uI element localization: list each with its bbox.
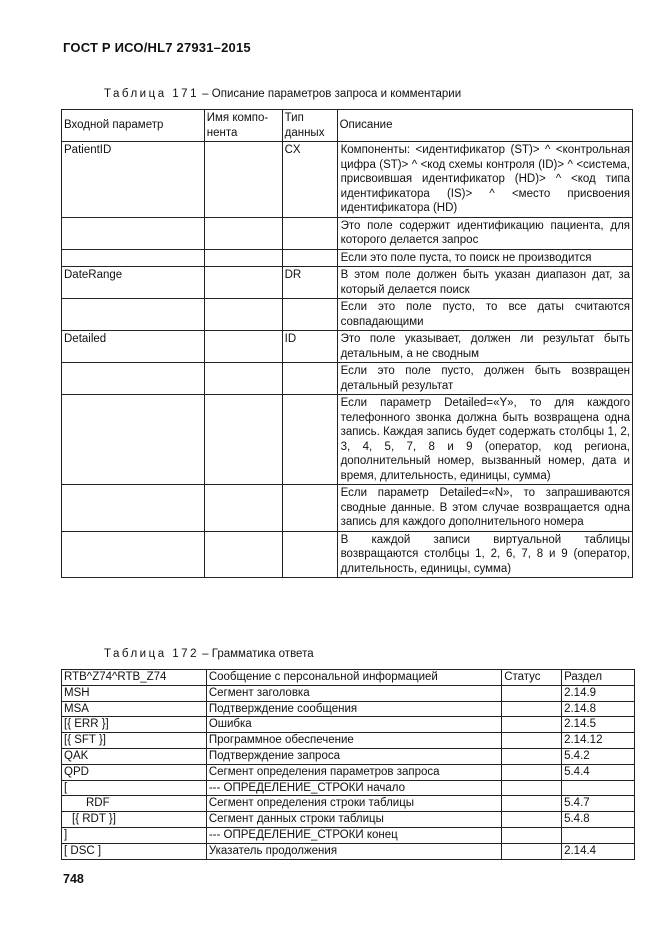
table-172-status-cell <box>502 764 562 780</box>
table-172-section-cell <box>562 780 635 796</box>
table-172-status-cell <box>502 812 562 828</box>
table-171-type-cell <box>282 485 337 532</box>
table-171-type-cell <box>282 299 337 331</box>
table-172-row <box>62 843 635 859</box>
table-171-row <box>62 299 633 331</box>
table-171-desc-cell: Если это поле пусто, должен быть возвращен детальный результат <box>337 363 632 395</box>
table-172-header-row <box>62 670 635 686</box>
table-172-msg-cell: Указатель продолжения <box>206 843 501 859</box>
table-172-section-cell <box>562 827 635 843</box>
table-171-type-cell <box>282 363 337 395</box>
table-171-row <box>62 249 633 267</box>
table-172-seg-cell: QAK <box>62 748 207 764</box>
table-171 <box>61 109 633 578</box>
table-172-seg-cell: [{ SFT }] <box>62 733 207 749</box>
table-171-header-cell: Тип данных <box>282 110 337 142</box>
table-172-status-cell <box>502 748 562 764</box>
table-171-row <box>62 142 633 218</box>
table-172-seg-cell: [{ ERR }] <box>62 717 207 733</box>
table-172-row <box>62 827 635 843</box>
table-172-section-cell: 2.14.4 <box>562 843 635 859</box>
table-172-row <box>62 717 635 733</box>
table-171-desc-cell: Это поле указывает, должен ли результат быть детальным, а не сводным <box>337 331 632 363</box>
table-172-status-cell <box>502 827 562 843</box>
table-171-header-cell: Описание <box>337 110 632 142</box>
table-172-status-cell <box>502 843 562 859</box>
table-172-row <box>62 812 635 828</box>
table-171-desc-cell: Компоненты: <идентификатор (ST)> ^ <контрольная цифра (ST)> ^ <код схемы контроля (ID)> ^ <система, присвоившая идентификатор (HD)> ^ <код типа идентификатора (IS)> ^ <место присвоения идентификатора (HD) <box>337 142 632 218</box>
table-172-msg-cell: --- ОПРЕДЕЛЕНИЕ_СТРОКИ конец <box>206 827 501 843</box>
table-171-component-cell <box>204 531 282 578</box>
table-172-status-cell <box>502 780 562 796</box>
table-171-header-cell: Входной параметр <box>62 110 205 142</box>
table-172-status-cell <box>502 733 562 749</box>
table-171-type-cell <box>282 249 337 267</box>
table-172-header-cell: Раздел <box>562 670 635 686</box>
table-172-label: Таблица 172 <box>104 648 199 660</box>
table-171-desc-cell: Если это поле пуста, то поиск не производится <box>337 249 632 267</box>
table-171-component-cell <box>204 331 282 363</box>
table-172-row <box>62 796 635 812</box>
table-171-row <box>62 395 633 485</box>
table-172-seg-cell: ] <box>62 827 207 843</box>
table-171-desc-cell: В этом поле должен быть указан диапазон дат, за который делается поиск <box>337 267 632 299</box>
table-171-component-cell <box>204 249 282 267</box>
table-171-type-cell: ID <box>282 331 337 363</box>
table-171-desc-cell: Если параметр Detailed=«N», то запрашиваются сводные данные. В этом случае возвращается одна запись для каждого дополнительного номера <box>337 485 632 532</box>
page-number: 748 <box>63 872 84 886</box>
table-172-seg-cell: MSA <box>62 701 207 717</box>
table-171-param-cell <box>62 363 205 395</box>
table-172-row <box>62 733 635 749</box>
table-171-param-cell <box>62 531 205 578</box>
table-171-desc-cell: Если это поле пусто, то все даты считаются совпадающими <box>337 299 632 331</box>
table-171-type-cell: CX <box>282 142 337 218</box>
table-172-section-cell: 2.14.12 <box>562 733 635 749</box>
table-172-section-cell: 2.14.5 <box>562 717 635 733</box>
table-171-desc-cell: Это поле содержит идентификацию пациента, для которого делается запрос <box>337 217 632 249</box>
table-172-seg-cell: MSH <box>62 685 207 701</box>
table-171-param-cell <box>62 395 205 485</box>
table-172-section-cell: 5.4.7 <box>562 796 635 812</box>
table-171-component-cell <box>204 299 282 331</box>
table-172-status-cell <box>502 796 562 812</box>
table-172 <box>61 669 635 860</box>
table-172-section-cell: 2.14.8 <box>562 701 635 717</box>
table-172-seg-cell: [{ RDT }] <box>62 812 207 828</box>
table-171-component-cell <box>204 217 282 249</box>
table-172-section-cell: 5.4.4 <box>562 764 635 780</box>
table-171-param-cell <box>62 299 205 331</box>
table-172-section-cell: 2.14.9 <box>562 685 635 701</box>
table-172-msg-cell: Сегмент определения параметров запроса <box>206 764 501 780</box>
table-171-component-cell <box>204 395 282 485</box>
table-171-type-cell <box>282 217 337 249</box>
table-171-row <box>62 217 633 249</box>
table-172-row <box>62 701 635 717</box>
table-171-type-cell <box>282 531 337 578</box>
table-172-msg-cell: Сегмент определения строки таблицы <box>206 796 501 812</box>
table-172-section-cell: 5.4.8 <box>562 812 635 828</box>
document-header: ГОСТ Р ИСО/HL7 27931–2015 <box>63 40 251 55</box>
table-172-row <box>62 764 635 780</box>
table-171-title: – Описание параметров запроса и комментарии <box>198 88 462 100</box>
table-172-msg-cell: Программное обеспечение <box>206 733 501 749</box>
table-171-row <box>62 363 633 395</box>
table-171-header-cell: Имя компо-нента <box>204 110 282 142</box>
table-172-header-cell: Сообщение с персональной информацией <box>206 670 501 686</box>
table-172-msg-cell: --- ОПРЕДЕЛЕНИЕ_СТРОКИ начало <box>206 780 501 796</box>
table-171-param-cell <box>62 217 205 249</box>
table-171-param-cell <box>62 485 205 532</box>
table-171-component-cell <box>204 485 282 532</box>
table-172-msg-cell: Подтверждение запроса <box>206 748 501 764</box>
table-171-component-cell <box>204 363 282 395</box>
table-171-param-cell <box>62 249 205 267</box>
table-171-row <box>62 485 633 532</box>
table-172-msg-cell: Сегмент данных строки таблицы <box>206 812 501 828</box>
table-172-seg-cell: [ <box>62 780 207 796</box>
table-172-header-cell: RTB^Z74^RTB_Z74 <box>62 670 207 686</box>
table-171-component-cell <box>204 142 282 218</box>
table-171-header-row <box>62 110 633 142</box>
table-171-row <box>62 331 633 363</box>
table-172-title: – Грамматика ответа <box>198 648 314 660</box>
table-172-seg-cell: RDF <box>62 796 207 812</box>
table-171-caption <box>104 88 461 100</box>
table-172-row <box>62 780 635 796</box>
table-171-component-cell <box>204 267 282 299</box>
table-172-msg-cell: Сегмент заголовка <box>206 685 501 701</box>
table-172-seg-cell: [ DSC ] <box>62 843 207 859</box>
table-172-msg-cell: Подтверждение сообщения <box>206 701 501 717</box>
table-171-param-cell: Detailed <box>62 331 205 363</box>
table-172-msg-cell: Ошибка <box>206 717 501 733</box>
table-171-param-cell: DateRange <box>62 267 205 299</box>
table-172-row <box>62 748 635 764</box>
table-171-label: Таблица 171 <box>104 88 199 100</box>
table-172-status-cell <box>502 685 562 701</box>
table-171-row <box>62 531 633 578</box>
table-172-status-cell <box>502 717 562 733</box>
table-172-status-cell <box>502 701 562 717</box>
table-171-desc-cell: Если параметр Detailed=«Y», то для каждого телефонного звонка должна быть возвращена одна запись. Каждая запись будет содержать столбцы 1, 2, 3, 4, 5, 7, 8 и 9 (оператор, код региона, дополнительный номер, вызванный номер, дата и время, длительность, единицы, сумма) <box>337 395 632 485</box>
table-172-seg-cell: QPD <box>62 764 207 780</box>
table-172-row <box>62 685 635 701</box>
table-171-type-cell <box>282 395 337 485</box>
table-171-param-cell: PatientID <box>62 142 205 218</box>
table-171-type-cell: DR <box>282 267 337 299</box>
table-172-header-cell: Статус <box>502 670 562 686</box>
table-172-section-cell: 5.4.2 <box>562 748 635 764</box>
table-172-caption <box>104 648 314 660</box>
table-171-desc-cell: В каждой записи виртуальной таблицы возвращаются столбцы 1, 2, 6, 7, 8 и 9 (оператор, длительность, единицы, сумма) <box>337 531 632 578</box>
table-171-row <box>62 267 633 299</box>
